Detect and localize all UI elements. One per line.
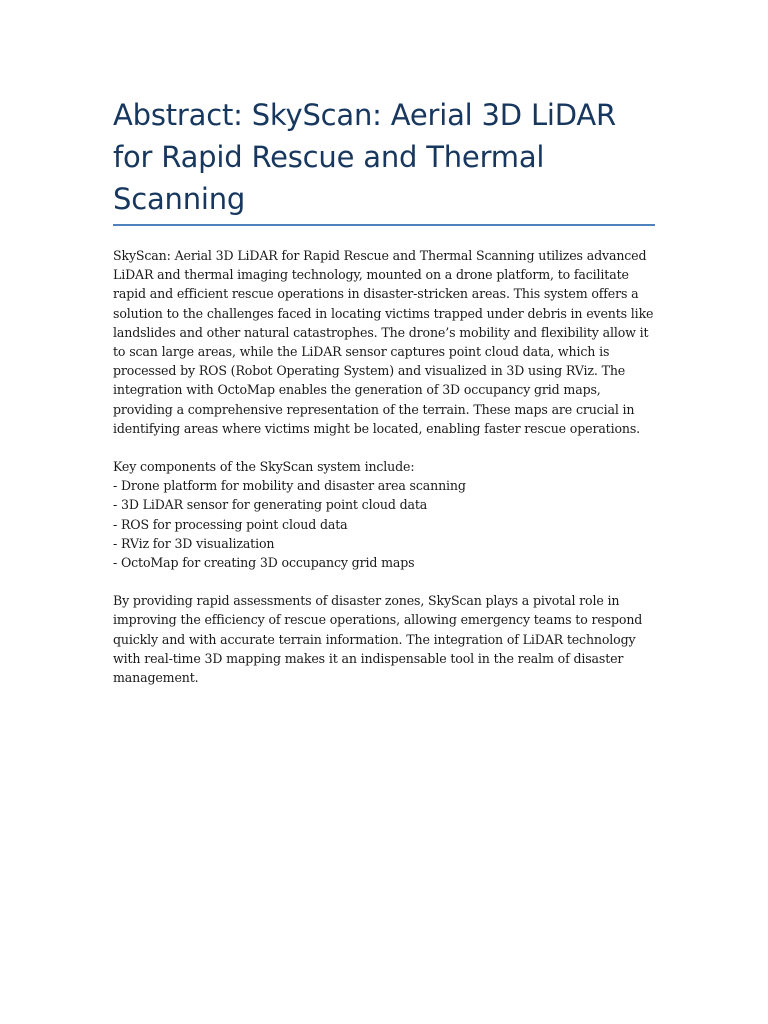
- components-list: [113, 476, 655, 572]
- components-intro: Key components of the SkyScan system include:: [113, 459, 415, 475]
- document-body: [113, 94, 655, 706]
- conclusion-paragraph: By providing rapid assessments of disaster zones, SkyScan plays a pivotal role in improving the efficiency of rescue operations, allowing emergency teams to respond quickly and with accurate terrain information. The integration of LiDAR technology with real-time 3D mapping makes it an indispensable tool in the realm of disaster management.: [113, 593, 643, 686]
- intro-paragraph: SkyScan: Aerial 3D LiDAR for Rapid Rescue and Thermal Scanning utilizes advanced LiDAR and thermal imaging technology, mounted on a drone platform, to facilitate rapid and efficient rescue operations in disaster-stricken areas. This system offers a solution to the challenges faced in locating victims trapped under debris in events like landslides and other natural catastrophes. The drone’s mobility and flexibility allow it to scan large areas, while the LiDAR sensor captures point cloud data, which is processed by ROS (Robot Operating System) and visualized in 3D using RViz. The integration with OctoMap enables the generation of 3D occupancy grid maps, providing a comprehensive representation of the terrain. These maps are crucial in identifying areas where victims might be located, enabling faster rescue operations.: [113, 248, 654, 436]
- list-item: - RViz for 3D visualization: [113, 535, 275, 551]
- list-item: - Drone platform for mobility and disaster area scanning: [113, 478, 466, 494]
- document-title: Abstract: SkyScan: Aerial 3D LiDAR for Rapid Rescue and Thermal Scanning: [113, 98, 616, 216]
- list-item: - OctoMap for creating 3D occupancy grid maps: [113, 555, 415, 571]
- list-item: - 3D LiDAR sensor for generating point cloud data: [113, 497, 428, 513]
- title-underline-rule: [113, 224, 655, 226]
- list-item: - ROS for processing point cloud data: [113, 516, 348, 532]
